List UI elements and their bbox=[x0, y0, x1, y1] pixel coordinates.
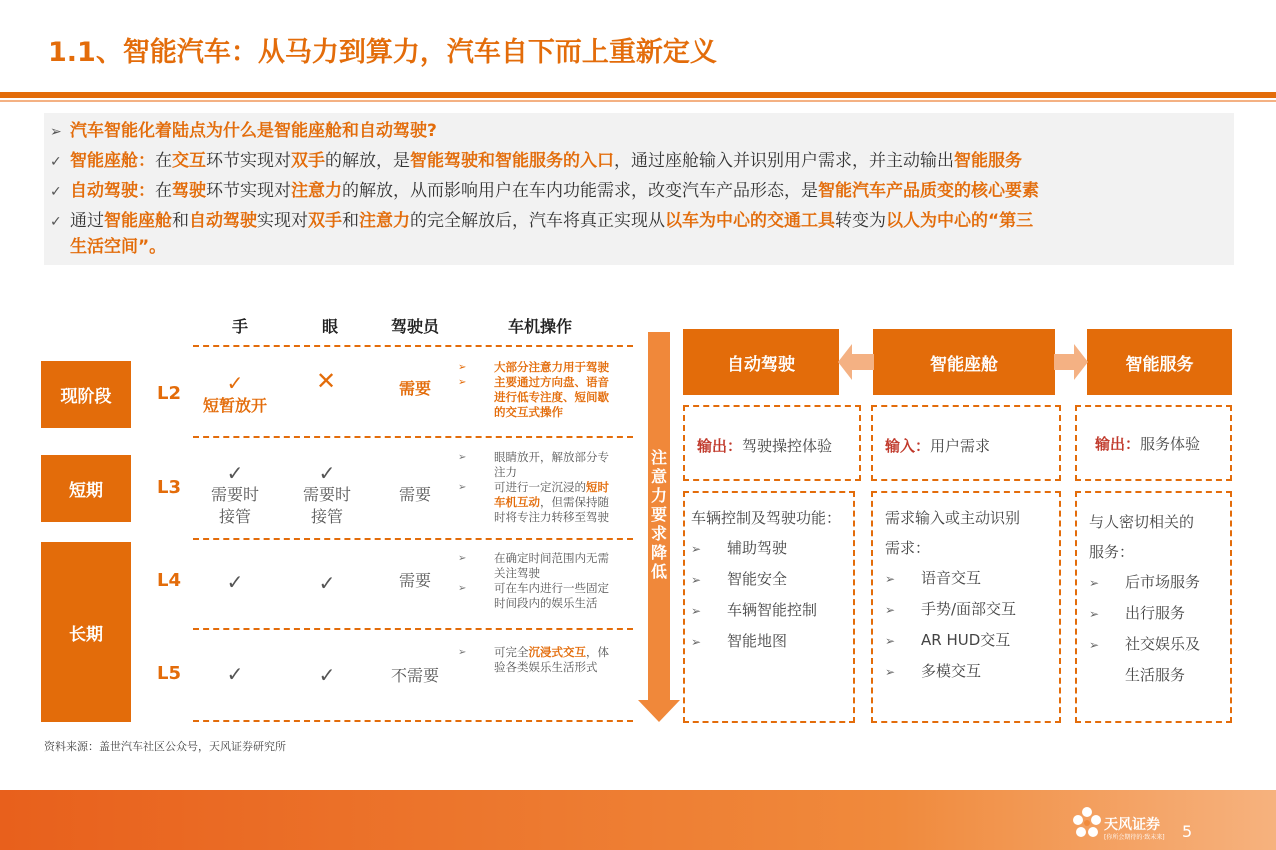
row-divider bbox=[193, 628, 633, 630]
check-icon: ✓ bbox=[226, 461, 244, 485]
company-logo-tagline: [你所会期待的·致未来] bbox=[1104, 834, 1165, 841]
summary-line-conclusion: ✓ 通过智能座舱和自动驾驶实现对双手和注意力的完全解放后，汽车将真正实现从以车为中心的交通工具转变为以人为中心的“第三 bbox=[50, 208, 1033, 235]
stage-long: 长期 bbox=[41, 542, 131, 722]
summary-line-autodrive: ✓ 自动驾驶：在驾驶环节实现对注意力的解放，从而影响用户在车内功能需求，改变汽车产品形态，是智能汽车产品质变的核心要素 bbox=[50, 178, 1039, 205]
l3-eye-value: 需要时 接管 bbox=[302, 485, 351, 526]
l5-ops-notes: ➢ 可完全沉浸式交互，体 验各类娱乐生活形式 bbox=[458, 645, 609, 674]
l2-driver-value: 需要 bbox=[398, 379, 431, 398]
header-hand: 手 bbox=[231, 317, 248, 336]
cross-icon: ✕ bbox=[315, 367, 337, 395]
auto-output-box: 输出：驾驶操控体验 bbox=[683, 405, 861, 481]
level-l2: L2 bbox=[157, 383, 181, 404]
summary-line-conclusion-cont: 生活空间”。 bbox=[70, 237, 167, 257]
attention-label: 注 意 力 要 求 降 低 bbox=[650, 448, 667, 581]
page-title: 1.1、智能汽车：从马力到算力，汽车自下而上重新定义 bbox=[48, 37, 717, 68]
header-ops: 车机操作 bbox=[507, 317, 572, 336]
level-l4: L4 bbox=[157, 570, 181, 591]
l3-ops-notes: ➢ 眼睛放开，解放部分专 注力 ➢ 可进行一定沉浸的短时 车机互动，但需保持随 时将专注力转移至驾驶 bbox=[458, 450, 609, 524]
row-divider bbox=[193, 345, 633, 347]
title-divider-light bbox=[0, 100, 1276, 102]
left-arrow-icon bbox=[838, 340, 874, 384]
check-icon: ✓ bbox=[50, 184, 62, 200]
service-output-box: 输出：服务体验 bbox=[1075, 405, 1232, 481]
page-number: 5 bbox=[1182, 822, 1193, 841]
arrow-bullet-icon: ➢ bbox=[50, 124, 62, 140]
cockpit-input-box: 输入：用户需求 bbox=[871, 405, 1061, 481]
title-divider bbox=[0, 92, 1276, 98]
arrow-bullet-icon: ➢ bbox=[458, 553, 467, 564]
l2-hand-value: 短暂放开 bbox=[202, 396, 267, 415]
header-driver: 驾驶员 bbox=[390, 317, 439, 336]
arrow-bullet-icon: ➢ bbox=[458, 377, 467, 388]
check-icon: ✓ bbox=[226, 662, 244, 686]
box-auto-driving: 自动驾驶 bbox=[683, 329, 839, 395]
arrow-bullet-icon: ➢ bbox=[458, 583, 467, 594]
check-icon: ✓ bbox=[318, 663, 336, 687]
stage-current: 现阶段 bbox=[41, 361, 131, 428]
arrow-bullet-icon: ➢ bbox=[691, 542, 702, 556]
arrow-bullet-icon: ➢ bbox=[1089, 607, 1100, 621]
arrow-bullet-icon: ➢ bbox=[691, 604, 702, 618]
arrow-bullet-icon: ➢ bbox=[885, 572, 896, 586]
check-icon: ✓ bbox=[226, 371, 244, 395]
l4-ops-notes: ➢ 在确定时间范围内无需 关注驾驶 ➢ 可在车内进行一些固定 时间段内的娱乐生活 bbox=[458, 551, 609, 610]
service-functions-box: 与人密切相关的 服务： ➢ 后市场服务 ➢ 出行服务 ➢ 社交娱乐及 生活服务 bbox=[1075, 491, 1232, 723]
summary-line-cockpit: ✓ 智能座舱：在交互环节实现对双手的解放，是智能驾驶和智能服务的入口，通过座舱输入并识别用户需求，并主动输出智能服务 bbox=[50, 148, 1022, 175]
arrow-bullet-icon: ➢ bbox=[691, 573, 702, 587]
check-icon: ✓ bbox=[50, 214, 62, 230]
arrow-bullet-icon: ➢ bbox=[1089, 576, 1100, 590]
check-icon: ✓ bbox=[318, 571, 336, 595]
company-logo-icon bbox=[1072, 806, 1102, 840]
box-smart-cockpit: 智能座舱 bbox=[873, 329, 1055, 395]
check-icon: ✓ bbox=[318, 461, 336, 485]
cockpit-functions-box: 需求输入或主动识别 需求： ➢ 语音交互 ➢ 手势/面部交互 ➢ AR HUD交互 ➢ 多模交互 bbox=[871, 491, 1061, 723]
company-logo-text: 天风证券 bbox=[1104, 817, 1160, 833]
arrow-bullet-icon: ➢ bbox=[885, 634, 896, 648]
auto-functions-box: 车辆控制及驾驶功能： ➢ 辅助驾驶 ➢ 智能安全 ➢ 车辆智能控制 ➢ 智能地图 bbox=[683, 491, 855, 723]
row-divider bbox=[193, 720, 633, 722]
arrow-bullet-icon: ➢ bbox=[885, 603, 896, 617]
l5-driver-value: 不需要 bbox=[390, 666, 439, 685]
level-l3: L3 bbox=[157, 477, 181, 498]
summary-question: ➢ 汽车智能化着陆点为什么是智能座舱和自动驾驶? bbox=[50, 118, 437, 145]
arrow-bullet-icon: ➢ bbox=[458, 647, 467, 658]
source-note: 资料来源：盖世汽车社区公众号，天风证券研究所 bbox=[44, 740, 286, 753]
arrow-bullet-icon: ➢ bbox=[885, 665, 896, 679]
l4-driver-value: 需要 bbox=[398, 571, 431, 590]
level-l5: L5 bbox=[157, 663, 181, 684]
row-divider bbox=[193, 538, 633, 540]
header-eye: 眼 bbox=[321, 317, 338, 336]
l3-driver-value: 需要 bbox=[398, 485, 431, 504]
check-icon: ✓ bbox=[226, 570, 244, 594]
stage-short: 短期 bbox=[41, 455, 131, 522]
arrow-bullet-icon: ➢ bbox=[1089, 638, 1100, 652]
box-smart-service: 智能服务 bbox=[1087, 329, 1232, 395]
arrow-bullet-icon: ➢ bbox=[691, 635, 702, 649]
row-divider bbox=[193, 436, 633, 438]
check-icon: ✓ bbox=[50, 154, 62, 170]
arrow-bullet-icon: ➢ bbox=[458, 482, 467, 493]
down-arrow-icon bbox=[638, 700, 680, 724]
right-arrow-icon bbox=[1054, 340, 1088, 384]
arrow-bullet-icon: ➢ bbox=[458, 362, 467, 373]
l2-ops-notes: ➢ 大部分注意力用于驾驶 ➢ 主要通过方向盘、语音 进行低专注度、短间歇 的交互式操作 bbox=[458, 360, 609, 419]
arrow-bullet-icon: ➢ bbox=[458, 452, 467, 463]
l3-hand-value: 需要时 接管 bbox=[210, 485, 259, 526]
summary-box bbox=[44, 113, 1234, 265]
